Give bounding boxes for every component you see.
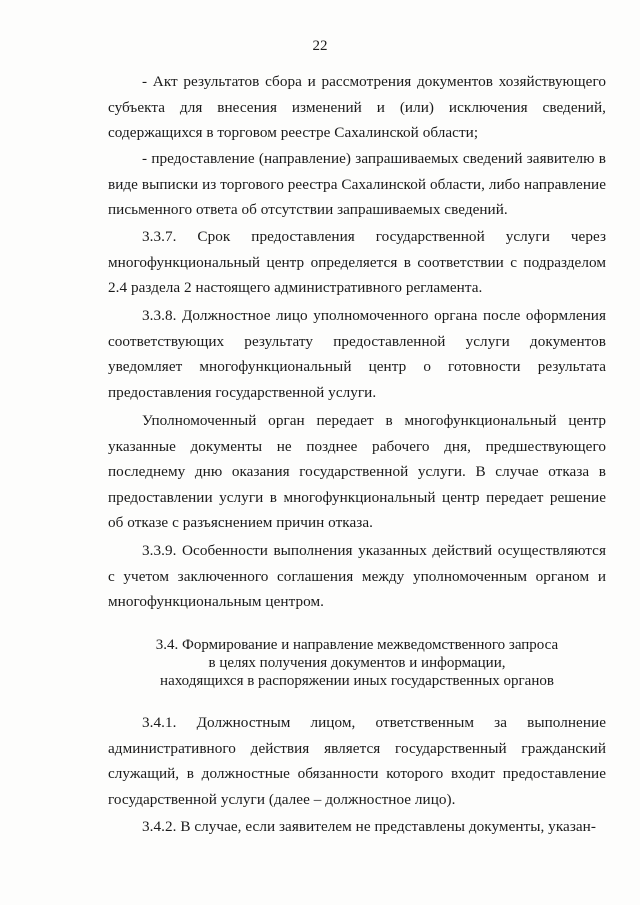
paragraph-3-4-1: 3.4.1. Должностным лицом, ответственным за выполнение административного действия является государственный гражданский служащий, в должностные обязанности которого входит предоставление государственной услуги (далее – должностное лицо). [108,714,606,808]
paragraph-provision-extract: - предоставление (направление) запрашиваемых сведений заявителю в виде выписки из торгового реестра Сахалинской области, либо направление письменного ответа об отсутствии запрашиваемых сведений. [108,150,606,219]
paragraph-authority-transfer: Уполномоченный орган передает в многофункциональный центр указанные документы не позднее рабочего дня, предшествующего последнему дню оказания государственной услуги. В случае отказа в предоставлении услуги в многофункциональный центр передает решение об отказе с разъяснением причин отказа. [108,412,606,532]
page-number: 22 [312,38,328,54]
heading-line-3: находящихся в распоряжении иных государственных органов [160,673,554,689]
paragraph-3-3-7: 3.3.7. Срок предоставления государственной услуги через многофункциональный центр определяется в соответствии с подразделом 2.4 раздела 2 настоящего административного регламента. [108,228,606,297]
paragraph-3-3-8: 3.3.8. Должностное лицо уполномоченного органа после оформления соответствующих результату предоставленной услуги документов уведомляет многофункциональный центр о готовности результата предоставления государственной услуги. [108,307,606,401]
paragraph-3-4-2: 3.4.2. В случае, если заявителем не представлены документы, указан- [142,818,596,835]
section-heading-3-4 [108,636,606,690]
paragraph-3-3-9: 3.3.9. Особенности выполнения указанных действий осуществляются с учетом заключенного соглашения между уполномоченным органом и многофункциональным центром. [108,542,606,611]
heading-line-1: 3.4. Формирование и направление межведомственного запроса [155,637,559,653]
paragraph-act-results: - Акт результатов сбора и рассмотрения документов хозяйствующего субъекта для внесения изменений и (или) исключения сведений, содержащихся в торговом реестре Сахалинской области; [108,73,606,142]
heading-line-2: в целях получения документов и информации, [208,655,506,671]
